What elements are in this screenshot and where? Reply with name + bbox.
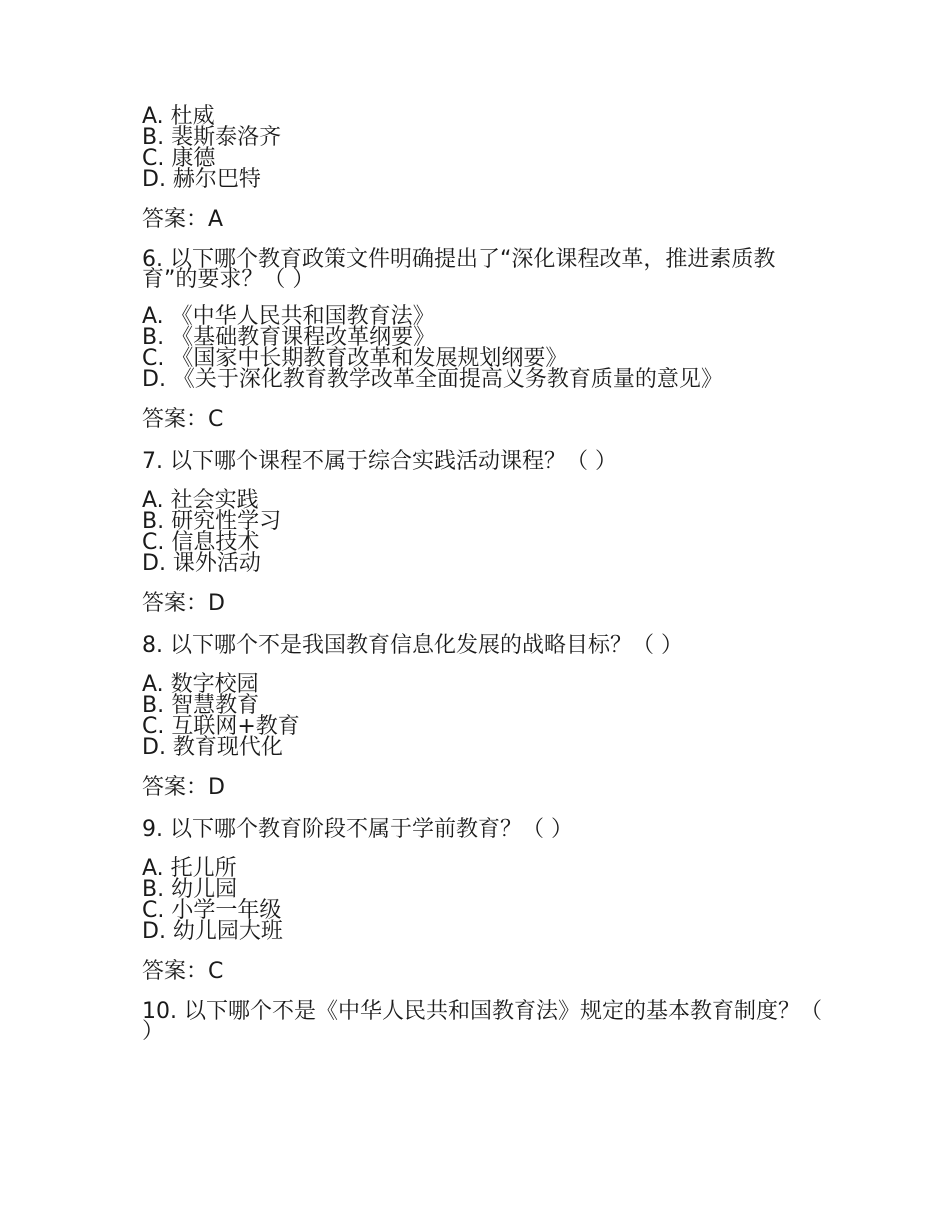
option-d: D. 赫尔巴特 [142,167,261,192]
question-9-title: 9. 以下哪个教育阶段不属于学前教育？（ ） [142,817,573,842]
question-8-title: 8. 以下哪个不是我国教育信息化发展的战略目标？（ ） [142,633,683,658]
question-9-answer: 答案：C [142,959,224,984]
option-c: C. 互联网+教育 [142,714,300,739]
option-c: C. 《国家中长期教育改革和发展规划纲要》 [142,346,568,371]
question-6-title: 6. 以下哪个教育政策文件明确提出了“深化课程改革，推进素质教育”的要求？（ ） [142,247,776,292]
option-b: B. 智慧教育 [142,693,260,718]
question-5-options [142,106,822,190]
question-9 [142,818,822,986]
option-a: A. 杜威 [142,104,215,129]
question-8-options [142,674,822,758]
option-b: B. 幼儿园 [142,877,238,902]
question-9-options [142,858,822,942]
question-6 [142,247,822,434]
question-10-title: 10. 以下哪个不是《中华人民共和国教育法》规定的基本教育制度？（ ） [142,999,822,1044]
question-7 [142,450,822,618]
question-8 [142,634,822,802]
option-d: D. 课外活动 [142,551,261,576]
option-a: A. 数字校园 [142,672,259,697]
question-7-options [142,490,822,574]
option-c: C. 信息技术 [142,530,260,555]
question-7-answer: 答案：D [142,591,225,616]
option-d: D. 幼儿园大班 [142,919,283,944]
question-8-answer: 答案：D [142,775,225,800]
option-a: A. 社会实践 [142,488,259,513]
option-d: D. 教育现代化 [142,735,283,760]
option-c: C. 小学一年级 [142,898,282,923]
option-b: B. 《基础教育课程改革纲要》 [142,325,436,350]
option-b: B. 裴斯泰洛齐 [142,125,282,150]
option-d: D. 《关于深化教育教学改革全面提高义务教育质量的意见》 [142,367,723,392]
question-6-answer: 答案：C [142,407,224,432]
option-a: A. 托儿所 [142,856,237,881]
question-5-answer: 答案：A [142,207,224,232]
option-a: A. 《中华人民共和国教育法》 [142,304,435,329]
question-7-title: 7. 以下哪个课程不属于综合实践活动课程？（ ） [142,449,617,474]
option-c: C. 康德 [142,146,216,171]
document-page [142,106,822,1042]
question-6-options [142,306,822,390]
question-10 [142,999,822,1044]
option-b: B. 研究性学习 [142,509,282,534]
